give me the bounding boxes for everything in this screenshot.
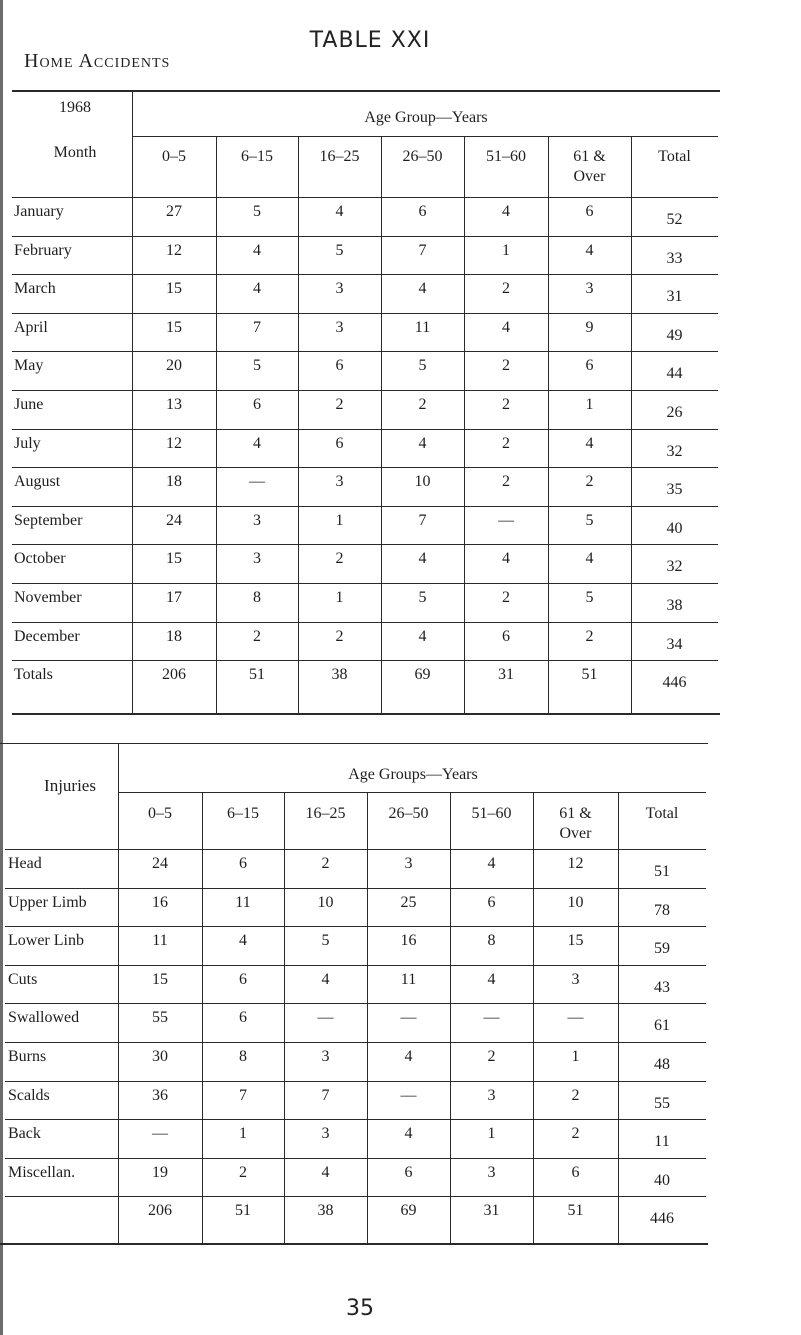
table2-corner-injuries: Injuries bbox=[44, 776, 96, 795]
table2-row-rule bbox=[5, 926, 706, 927]
table1-cell: 4 bbox=[418, 627, 427, 645]
table2-cell: — bbox=[567, 1009, 584, 1027]
table2-cell: — bbox=[483, 1009, 500, 1027]
table2-cell: 15 bbox=[152, 970, 168, 988]
table2-cell: 11 bbox=[152, 932, 168, 950]
table1-cell: 4 bbox=[335, 203, 344, 220]
table2-row-rule bbox=[5, 965, 706, 966]
table1-cell: 4 bbox=[585, 550, 594, 568]
table2-bottom-rule bbox=[0, 1243, 708, 1245]
table1-cell: 3 bbox=[253, 511, 261, 529]
table1-cell: 4 bbox=[502, 318, 510, 336]
table1-cell: 6 bbox=[253, 396, 261, 413]
table1-col-header: 0–5 bbox=[162, 148, 186, 165]
table2-col-header: 16–25 bbox=[305, 805, 346, 822]
table1-row-label: Totals bbox=[14, 666, 53, 684]
table2-cell: 11 bbox=[235, 893, 251, 911]
table2-cell: 1 bbox=[239, 1125, 247, 1143]
table1-cell: 206 bbox=[162, 666, 186, 684]
table1-cell: 2 bbox=[335, 550, 344, 568]
table1-cell: 5 bbox=[253, 357, 261, 375]
table1-cell: 2 bbox=[418, 396, 427, 413]
table2-cell: 30 bbox=[152, 1048, 168, 1065]
table2-cell: 11 bbox=[654, 1133, 670, 1151]
table2-cell: 55 bbox=[152, 1009, 168, 1027]
table2-cell: 3 bbox=[321, 1048, 330, 1065]
table2-row-rule bbox=[5, 888, 706, 889]
table2-cell: 446 bbox=[650, 1210, 674, 1228]
table2-cell: 51 bbox=[567, 1202, 584, 1220]
table2-cell: 2 bbox=[571, 1086, 580, 1104]
table1-cell: 52 bbox=[666, 211, 683, 228]
table1-bottom-rule bbox=[12, 713, 720, 715]
table2-cell: 51 bbox=[654, 863, 670, 880]
table2-cell: — bbox=[317, 1009, 334, 1027]
table1-cell: 32 bbox=[666, 442, 683, 460]
table2-cell: 10 bbox=[317, 893, 334, 911]
table1-cell: 6 bbox=[585, 203, 594, 220]
table2-cell: 2 bbox=[239, 1163, 247, 1181]
table2-col-header: 51–60 bbox=[471, 805, 512, 822]
table2-cell: 61 bbox=[654, 1017, 670, 1035]
table2-cell: 15 bbox=[567, 932, 584, 950]
table2-cell: 16 bbox=[400, 932, 417, 950]
table1-cell: 32 bbox=[666, 558, 683, 576]
table2-row-rule bbox=[5, 1081, 706, 1082]
table1-col-header: 26–50 bbox=[402, 148, 443, 165]
table2-row-rule bbox=[5, 849, 706, 850]
table1-row-rule bbox=[12, 351, 718, 352]
table2-cell: 4 bbox=[487, 855, 496, 872]
table1-cell: 6 bbox=[585, 357, 594, 375]
table1-cell: 4 bbox=[253, 434, 261, 452]
table2-row-label: Lower Linb bbox=[8, 932, 84, 950]
table2-col-header: 6–15 bbox=[227, 805, 259, 822]
table1-cell: 40 bbox=[666, 519, 683, 537]
table1-cell: 3 bbox=[585, 280, 594, 298]
table2-cell: 2 bbox=[321, 855, 330, 872]
table1-cell: 31 bbox=[666, 288, 683, 306]
table2-cell: 7 bbox=[239, 1086, 247, 1104]
table-subtitle: Home Accidents bbox=[24, 50, 171, 72]
table1-cell: 4 bbox=[253, 280, 261, 298]
table1-cell: 2 bbox=[502, 280, 510, 298]
table1-row-rule bbox=[12, 506, 718, 507]
table1-cell: 6 bbox=[418, 203, 427, 220]
table2-cell: 24 bbox=[152, 855, 168, 872]
table1-col-header: 61 & Over bbox=[573, 148, 606, 185]
table2-cell: 59 bbox=[654, 940, 670, 958]
table2-cell: 78 bbox=[654, 901, 670, 919]
table2-row-rule bbox=[5, 1042, 706, 1043]
table1-cell: 4 bbox=[502, 550, 510, 568]
table1-col-header: 16–25 bbox=[319, 148, 360, 165]
table1-cell: 2 bbox=[502, 434, 510, 452]
table1-cell: 2 bbox=[335, 396, 344, 413]
table1-cell: 2 bbox=[335, 627, 344, 645]
table2-cell: 43 bbox=[654, 978, 670, 996]
table2-group-header: Age Groups—Years bbox=[348, 766, 478, 783]
table1-cell: 7 bbox=[418, 511, 427, 529]
table1-cell: 2 bbox=[502, 589, 510, 606]
table1-row-label: February bbox=[14, 241, 72, 259]
table1-cell: 3 bbox=[335, 280, 344, 298]
table1-cell: 4 bbox=[418, 434, 427, 452]
table1-row-label: July bbox=[14, 434, 41, 452]
table1-cell: 2 bbox=[585, 473, 594, 491]
table1-cell: 4 bbox=[253, 241, 261, 259]
table1-column-rule bbox=[216, 136, 217, 713]
table1-row-rule bbox=[12, 197, 718, 198]
table1-cell: 3 bbox=[335, 473, 344, 491]
table1-row-rule bbox=[12, 313, 718, 314]
table1-row-label: September bbox=[14, 511, 83, 529]
table1-cell: 18 bbox=[166, 627, 182, 645]
table2-col-header: 61 & Over bbox=[559, 805, 592, 842]
table2-cell: 1 bbox=[571, 1048, 580, 1065]
table2-row-rule bbox=[5, 1003, 706, 1004]
table2-cell: — bbox=[400, 1009, 417, 1027]
table2-cell: 25 bbox=[400, 893, 417, 911]
table2-cell: 3 bbox=[571, 970, 580, 988]
page-number: 35 bbox=[346, 1296, 374, 1321]
table1-cell: 33 bbox=[666, 249, 683, 267]
table2-row-label: Burns bbox=[8, 1048, 47, 1065]
table2-cell: 12 bbox=[567, 855, 584, 872]
table2-cell: 3 bbox=[321, 1125, 330, 1143]
table2-cell: 19 bbox=[152, 1163, 168, 1181]
table1-cell: 20 bbox=[166, 357, 182, 375]
table1-cell: 1 bbox=[585, 396, 594, 413]
table1-cell: 24 bbox=[166, 511, 182, 529]
table2-cell: 3 bbox=[404, 855, 413, 872]
table2-row-label: Back bbox=[8, 1125, 41, 1143]
table2-row-rule bbox=[5, 1119, 706, 1120]
table2-cell: 51 bbox=[235, 1202, 251, 1220]
table1-cell: 44 bbox=[666, 365, 683, 383]
table2-row-label: Upper Limb bbox=[8, 893, 87, 911]
table2-cell: 4 bbox=[487, 970, 496, 988]
table1-cell: 69 bbox=[414, 666, 431, 684]
table1-cell: 3 bbox=[253, 550, 261, 568]
table1-cell: 4 bbox=[585, 241, 594, 259]
table1-col-header: 6–15 bbox=[241, 148, 273, 165]
table2-cell: 5 bbox=[321, 932, 330, 950]
table1-row-label: May bbox=[14, 357, 44, 375]
table1-cell: 34 bbox=[666, 635, 683, 653]
table2-cell: 4 bbox=[321, 970, 330, 988]
table2-cell: 10 bbox=[567, 893, 584, 911]
table1-cell: 13 bbox=[166, 396, 182, 413]
table1-row-label: November bbox=[14, 589, 82, 606]
table1-cell: 12 bbox=[166, 241, 182, 259]
table1-cell: 5 bbox=[253, 203, 261, 220]
table1-row-label: April bbox=[14, 318, 48, 336]
table1-cell: 2 bbox=[502, 473, 510, 491]
table2-cell: 6 bbox=[487, 893, 496, 911]
table2-cell: 6 bbox=[239, 855, 247, 872]
table1-cell: 5 bbox=[585, 511, 594, 529]
table1-cell: 51 bbox=[581, 666, 598, 684]
table2-cell: 6 bbox=[404, 1163, 413, 1181]
table2-row-rule bbox=[5, 1158, 706, 1159]
table1-group-header: Age Group—Years bbox=[364, 109, 488, 126]
table2-col-header: 26–50 bbox=[388, 805, 429, 822]
table1-cell: 4 bbox=[502, 203, 510, 220]
table1-cell: 5 bbox=[418, 589, 427, 606]
table1-cell: 2 bbox=[253, 627, 261, 645]
table1-cell: 2 bbox=[585, 627, 594, 645]
table1-cell: 1 bbox=[335, 511, 344, 529]
table1-cell: 38 bbox=[666, 597, 683, 614]
table2-cell: 36 bbox=[152, 1086, 168, 1104]
table1-row-label: June bbox=[14, 396, 44, 413]
table1-row-label: December bbox=[14, 627, 80, 645]
table1-cell: 27 bbox=[166, 203, 182, 220]
table1-cell: 2 bbox=[502, 396, 510, 413]
table1-cell: 6 bbox=[502, 627, 510, 645]
table1-cell: 11 bbox=[414, 318, 431, 336]
table-title: TABLE XXI bbox=[309, 28, 431, 53]
table1-row-rule bbox=[12, 429, 718, 430]
table1-cell: 1 bbox=[335, 589, 344, 606]
table1-top-rule bbox=[12, 90, 720, 92]
table2-cell: 4 bbox=[404, 1048, 413, 1065]
table1-row-rule bbox=[12, 467, 718, 468]
table1-cell: 10 bbox=[414, 473, 431, 491]
table1-cell: 15 bbox=[166, 550, 182, 568]
table2-cell: 55 bbox=[654, 1094, 670, 1112]
table1-cell: 17 bbox=[166, 589, 182, 606]
table2-cell: 4 bbox=[239, 932, 247, 950]
table1-cell: 9 bbox=[585, 318, 594, 336]
table1-cell: 5 bbox=[418, 357, 427, 375]
table1-column-rule bbox=[464, 136, 465, 713]
table1-row-rule bbox=[12, 660, 718, 661]
table2-cell: 4 bbox=[404, 1125, 413, 1143]
table1-cell: 3 bbox=[335, 318, 344, 336]
table2-row-label: Swallowed bbox=[8, 1009, 80, 1027]
table1-cell: 7 bbox=[253, 318, 261, 336]
scan-left-edge bbox=[0, 0, 3, 1335]
table2-cell: 8 bbox=[487, 932, 496, 950]
table2-cell: 3 bbox=[487, 1086, 496, 1104]
table1-corner-year: 1968 bbox=[59, 99, 91, 116]
table2-row-label: Cuts bbox=[8, 970, 38, 988]
table2-col-header: 0–5 bbox=[148, 805, 172, 822]
table2-cell: 3 bbox=[487, 1163, 496, 1181]
table1-row-label: August bbox=[14, 473, 61, 491]
table2-cell: 16 bbox=[152, 893, 168, 911]
table1-cell: 18 bbox=[166, 473, 182, 491]
table1-cell: 15 bbox=[166, 280, 182, 298]
table1-cell: 5 bbox=[335, 241, 344, 259]
table2-cell: 4 bbox=[321, 1163, 330, 1181]
table2-row-label: Head bbox=[8, 855, 42, 872]
table2-cell: — bbox=[400, 1086, 417, 1104]
table1-cell: 5 bbox=[585, 589, 594, 606]
table2-col-header: Total bbox=[645, 805, 679, 822]
table2-cell: 31 bbox=[483, 1202, 500, 1220]
table2-cell: 6 bbox=[239, 970, 247, 988]
table1-row-rule bbox=[12, 622, 718, 623]
table1-row-label: October bbox=[14, 550, 66, 568]
table1-row-rule bbox=[12, 544, 718, 545]
table1-cell: 35 bbox=[666, 481, 683, 499]
table2-cell: 48 bbox=[654, 1056, 670, 1073]
table2-row-rule bbox=[5, 1196, 706, 1197]
table2-cell: 11 bbox=[400, 970, 417, 988]
table1-cell: 31 bbox=[498, 666, 514, 684]
table1-column-rule bbox=[298, 136, 299, 713]
table1-cell: 26 bbox=[666, 404, 683, 421]
table2-top-rule bbox=[0, 743, 708, 744]
table1-corner-month: Month bbox=[53, 144, 97, 161]
table1-cell: 12 bbox=[166, 434, 182, 452]
table1-cell: 446 bbox=[662, 674, 687, 692]
table1-cell: — bbox=[249, 473, 265, 491]
table1-cell: 8 bbox=[253, 589, 261, 606]
table2-cell: — bbox=[152, 1125, 168, 1143]
table1-cell: 51 bbox=[249, 666, 265, 684]
table1-row-rule bbox=[12, 274, 718, 275]
table1-row-label: January bbox=[14, 203, 64, 220]
table1-cell: 7 bbox=[418, 241, 427, 259]
table2-cell: 6 bbox=[571, 1163, 580, 1181]
table2-cell: 2 bbox=[487, 1048, 496, 1065]
table1-col-header: Total bbox=[658, 148, 691, 165]
table1-cell: 4 bbox=[418, 280, 427, 298]
table2-cell: 69 bbox=[400, 1202, 417, 1220]
table1-cell: 15 bbox=[166, 318, 182, 336]
table1-row-label: March bbox=[14, 280, 56, 298]
table1-cell: 4 bbox=[585, 434, 594, 452]
table1-row-rule bbox=[12, 583, 718, 584]
table2-row-label: Scalds bbox=[8, 1086, 50, 1104]
table2-cell: 6 bbox=[239, 1009, 247, 1027]
table1-cell: 4 bbox=[418, 550, 427, 568]
table2-cell: 1 bbox=[487, 1125, 496, 1143]
table1-cell: 6 bbox=[335, 357, 344, 375]
table1-cell: 49 bbox=[666, 326, 683, 344]
table2-cell: 38 bbox=[317, 1202, 334, 1220]
table1-col-header: 51–60 bbox=[486, 148, 526, 165]
table1-cell: — bbox=[498, 511, 514, 529]
table2-row-label: Miscellan. bbox=[8, 1163, 76, 1181]
table2-cell: 8 bbox=[239, 1048, 247, 1065]
table2-cell: 206 bbox=[148, 1202, 172, 1220]
table2-cell: 7 bbox=[321, 1086, 330, 1104]
table1-row-rule bbox=[12, 236, 718, 237]
table1-cell: 38 bbox=[331, 666, 348, 684]
table1-row-rule bbox=[12, 390, 718, 391]
table1-column-rule bbox=[548, 136, 549, 713]
table1-cell: 2 bbox=[502, 357, 510, 375]
table1-column-rule bbox=[381, 136, 382, 713]
table1-cell: 1 bbox=[502, 241, 510, 259]
table1-cell: 6 bbox=[335, 434, 344, 452]
table2-cell: 40 bbox=[654, 1171, 670, 1189]
table2-cell: 2 bbox=[571, 1125, 580, 1143]
